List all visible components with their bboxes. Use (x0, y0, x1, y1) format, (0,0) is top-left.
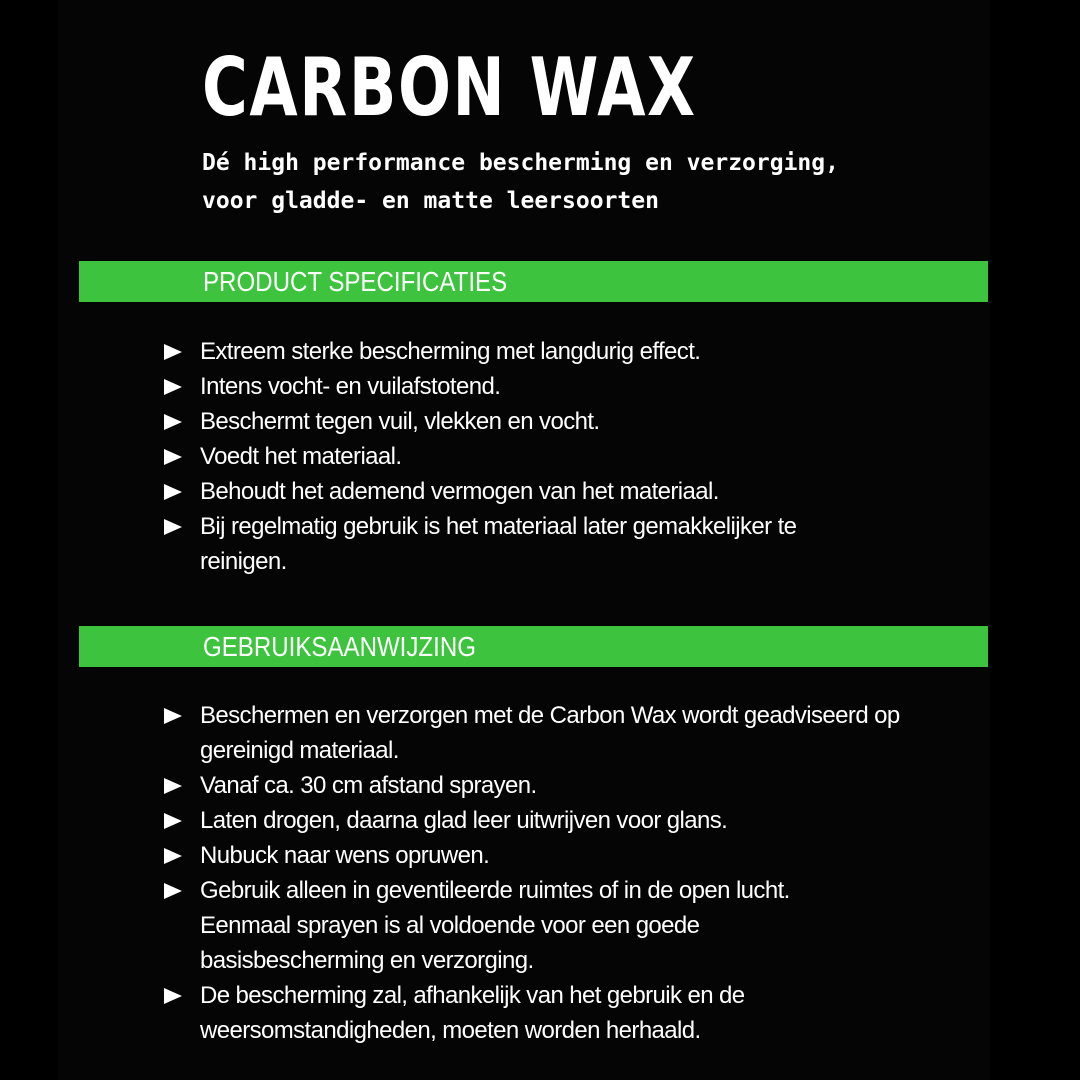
list-item-text: Voedt het materiaal. (200, 443, 402, 470)
play-triangle-icon (164, 778, 182, 794)
list-item (160, 509, 840, 579)
usage-heading: GEBRUIKSAANWIJZING (203, 631, 476, 662)
play-triangle-icon (164, 708, 182, 724)
specs-list (160, 334, 960, 579)
list-item (160, 768, 960, 803)
list-item (160, 698, 920, 768)
list-item (160, 439, 960, 474)
play-triangle-icon (164, 414, 182, 430)
list-item-text: De bescherming zal, afhankelijk van het gebruik en de weersomstandigheden, moeten worden herhaald. (200, 982, 745, 1044)
list-item (160, 838, 960, 873)
usage-heading-band (79, 626, 988, 667)
list-item (160, 474, 960, 509)
play-triangle-icon (164, 519, 182, 535)
list-item-text: Laten drogen, daarna glad leer uitwrijven voor glans. (200, 807, 728, 834)
list-item-text: Extreem sterke bescherming met langdurig effect. (200, 338, 701, 365)
subtitle-line-2: voor gladde- en matte leersoorten (202, 188, 659, 214)
subtitle-line-1: Dé high performance bescherming en verzorging, (202, 150, 839, 176)
specs-heading: PRODUCT SPECIFICATIES (203, 266, 508, 297)
list-item (160, 404, 960, 439)
right-border (990, 0, 1080, 1080)
usage-list (160, 698, 960, 1048)
list-item-text: Intens vocht- en vuilafstotend. (200, 373, 501, 400)
product-title: CARBON WAX (202, 41, 697, 134)
left-border (0, 0, 58, 1080)
list-item (160, 369, 960, 404)
play-triangle-icon (164, 449, 182, 465)
list-item-text: Gebruik alleen in geventileerde ruimtes of in de open lucht. Eenmaal sprayen is al voldoende voor een goede basisbescherming en verzorging. (200, 877, 790, 974)
list-item-text: Nubuck naar wens opruwen. (200, 842, 490, 869)
list-item-text: Bij regelmatig gebruik is het materiaal later gemakkelijker te reinigen. (200, 513, 797, 575)
play-triangle-icon (164, 379, 182, 395)
play-triangle-icon (164, 344, 182, 360)
list-item-text: Beschermt tegen vuil, vlekken en vocht. (200, 408, 600, 435)
play-triangle-icon (164, 848, 182, 864)
list-item (160, 334, 960, 369)
list-item (160, 803, 960, 838)
specs-heading-band (79, 261, 988, 302)
play-triangle-icon (164, 484, 182, 500)
play-triangle-icon (164, 988, 182, 1004)
play-triangle-icon (164, 883, 182, 899)
list-item (160, 978, 820, 1048)
list-item-text: Behoudt het ademend vermogen van het materiaal. (200, 478, 719, 505)
list-item (160, 873, 880, 978)
list-item-text: Vanaf ca. 30 cm afstand sprayen. (200, 772, 537, 799)
play-triangle-icon (164, 813, 182, 829)
product-subtitle (202, 144, 962, 220)
list-item-text: Beschermen en verzorgen met de Carbon Wax wordt geadviseerd op gereinigd materiaal. (200, 702, 900, 764)
